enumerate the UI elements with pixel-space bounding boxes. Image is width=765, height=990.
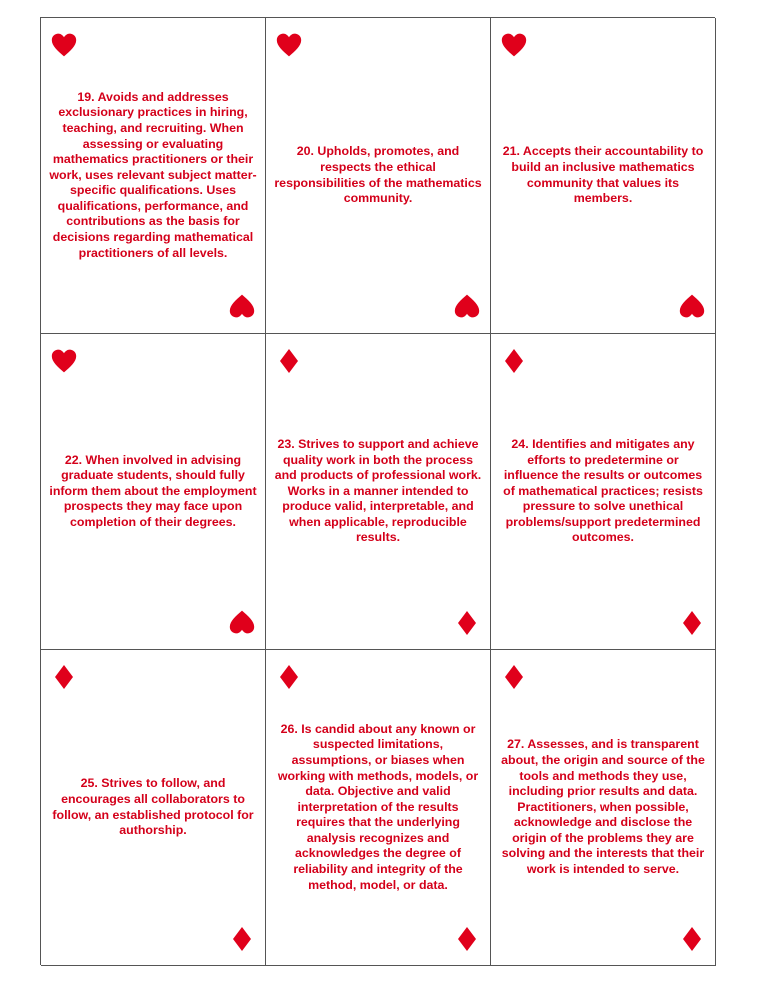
card-text: 19. Avoids and addresses exclusionary practices in hiring, teaching, and recruiting. When assessing or evaluating mathematics practitioners or their work, uses relevant subject matter-specific qualifications. Uses qualifications, performance, and contributions as the basis for decisions regarding mathematical practitioners of all levels. [49,89,257,260]
heart-icon [51,348,77,374]
diamond-icon [458,927,476,951]
diamond-icon [280,665,298,689]
card-text: 21. Accepts their accountability to build an inclusive mathematics community that values its members. [502,144,704,206]
diamond-icon [280,349,298,373]
card-20 [266,18,491,334]
card-sheet [40,17,715,965]
diamond-icon [683,611,701,635]
diamond-icon [505,349,523,373]
card-text-container [49,380,257,603]
diamond-icon [505,665,523,689]
heart-icon [454,293,480,319]
diamond-icon [233,927,251,951]
heart-icon [229,293,255,319]
heart-icon [501,32,527,58]
heart-icon [679,293,705,319]
card-text: 23. Strives to support and achieve quality work in both the process and products of professional work. Works in a manner intended to produce valid, interpretable, and when applicable, reproducible results. [274,436,482,545]
card-text-container [274,380,482,603]
card-text: 27. Assesses, and is transparent about, the origin and source of the tools and methods they use, including prior results and data. Practitioners, when possible, acknowledge and disclose the origin of the problems they are solving and the interests that their work is intended to serve. [501,737,705,877]
card-27 [491,650,716,966]
diamond-icon [55,665,73,689]
card-text-container [499,64,707,287]
card-19 [41,18,266,334]
card-text-container [49,696,257,919]
card-text: 25. Strives to follow, and encourages all collaborators to follow, an established protocol for authorship. [52,776,254,838]
card-26 [266,650,491,966]
card-22 [41,334,266,650]
heart-icon [229,609,255,635]
card-text-container [499,380,707,603]
card-23 [266,334,491,650]
card-text-container [274,64,482,287]
card-text: 22. When involved in advising graduate students, should fully inform them about the employment prospects they may face upon completion of their degrees. [49,452,257,529]
card-text-container [499,696,707,919]
card-text-container [274,696,482,919]
card-text: 20. Upholds, promotes, and respects the ethical responsibilities of the mathematics community. [274,144,482,206]
card-text-container [49,64,257,287]
card-25 [41,650,266,966]
card-text: 26. Is candid about any known or suspected limitations, assumptions, or biases when working with methods, models, or data. Objective and valid interpretation of the results requires that the underlying analysis recognizes and acknowledges the degree of reliability and integrity of the method, model, or data. [277,721,479,892]
card-24 [491,334,716,650]
diamond-icon [458,611,476,635]
heart-icon [51,32,77,58]
diamond-icon [683,927,701,951]
heart-icon [276,32,302,58]
card-text: 24. Identifies and mitigates any efforts to predetermine or influence the results or outcomes of mathematical practices; resists pressure to solve unethical problems/support predetermined outcomes. [503,436,703,545]
card-21 [491,18,716,334]
